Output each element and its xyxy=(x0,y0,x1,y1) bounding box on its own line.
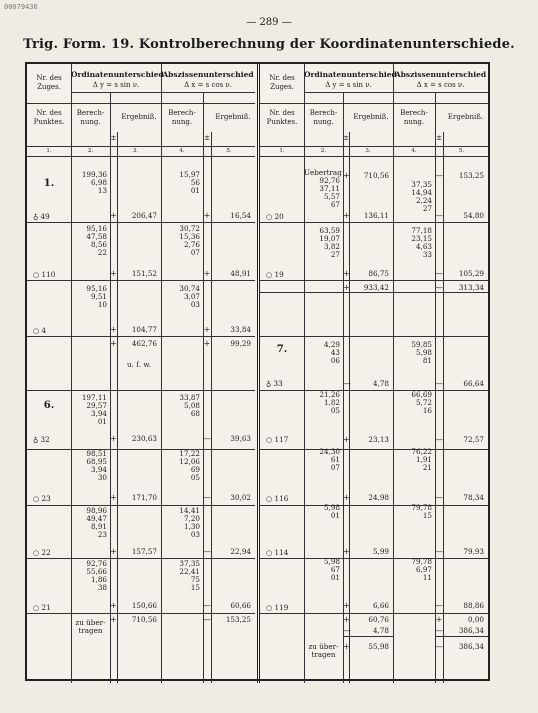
y-result: 171,70 xyxy=(131,493,157,502)
y-result: 4,78 xyxy=(372,379,389,388)
row-rule xyxy=(260,390,488,391)
y-calculation: 5,98 67 01 xyxy=(323,557,340,582)
sign-header: ± xyxy=(436,134,442,142)
x-result: 313,34 xyxy=(458,283,484,292)
y-result: 60,76 xyxy=(368,615,389,624)
x-result: 0,00 xyxy=(467,615,484,624)
y-calculation: 95,16 47,58 8,56 22 xyxy=(86,224,107,257)
x-result: 30,02 xyxy=(230,493,251,502)
x-calculation: 66,69 5,72 16 xyxy=(411,390,432,415)
column-number: 5. xyxy=(458,148,465,154)
point-number: ♁ 33 xyxy=(266,379,283,388)
abszisse-formula: Δ x = s cos ν. xyxy=(184,81,232,89)
y-calculation: 98,96 49,47 8,91 23 xyxy=(86,506,107,539)
x-sign: + xyxy=(435,615,443,624)
x-result: 78,34 xyxy=(463,493,484,502)
x-result: 72,57 xyxy=(463,435,484,444)
y-sign: — xyxy=(343,626,351,635)
y-result: 136,11 xyxy=(363,211,389,220)
x-result: 48,91 xyxy=(230,269,251,278)
x-sign: — xyxy=(435,493,443,502)
punkt-header: Nr. des Punktes. xyxy=(33,109,65,126)
row-rule xyxy=(27,146,255,147)
x-calculation: 30,74 3,07 03 xyxy=(179,284,200,309)
row-rule xyxy=(260,292,488,293)
column-number: 1. xyxy=(279,148,285,154)
row-rule xyxy=(260,613,488,614)
x-sign: — xyxy=(435,211,443,220)
punkt-header: Nr. des Punktes. xyxy=(266,109,298,126)
y-sign: + xyxy=(110,325,117,334)
x-sign: — xyxy=(203,434,211,443)
sign-header: ± xyxy=(204,134,210,142)
y-calculation: 24,30 61 07 xyxy=(319,447,340,472)
scan-id: 00079436 xyxy=(4,3,38,11)
x-result: 88,86 xyxy=(463,601,484,610)
x-calculation: 37,35 14,94 2,24 27 xyxy=(411,180,432,213)
point-number: ○ 110 xyxy=(33,270,56,279)
x-sign: — xyxy=(435,269,443,278)
x-result: 60,66 xyxy=(230,601,251,610)
y-result: 5,99 xyxy=(372,547,389,556)
x-calculation: 59,85 5,98 81 xyxy=(411,340,432,365)
column-number: 2. xyxy=(87,148,94,154)
y-sign: + xyxy=(110,211,117,220)
abszisse-header: Abszissenunterschied xyxy=(162,70,254,79)
usw-note: u. ſ. w. xyxy=(126,360,151,369)
page-number: — 289 — xyxy=(246,17,292,28)
ergebn-header: Ergebniß. xyxy=(215,113,251,121)
y-result: 86,75 xyxy=(368,269,389,278)
row-rule xyxy=(260,146,488,147)
column-number: 3. xyxy=(132,148,139,154)
y-result: 104,77 xyxy=(131,325,157,334)
x-calculation: 79,78 15 xyxy=(411,503,432,520)
x-sign: + xyxy=(203,339,211,348)
x-result: 22,94 xyxy=(230,547,251,556)
sum-rule xyxy=(435,636,488,637)
point-number: ○ 22 xyxy=(33,548,51,557)
y-result: 55,98 xyxy=(368,642,389,651)
zug-number: 7. xyxy=(276,344,288,355)
x-sign: — xyxy=(435,379,443,388)
x-calculation: 77,18 23,15 4,63 33 xyxy=(411,226,432,259)
row-rule xyxy=(260,336,488,337)
y-sign: + xyxy=(343,211,350,220)
y-sign: + xyxy=(110,339,117,348)
x-sign: — xyxy=(203,493,211,502)
row-rule xyxy=(260,558,488,559)
y-calculation: 21,26 1,82 05 xyxy=(319,390,340,415)
y-calculation: Uebertrag 92,76 37,11 5,57 67 xyxy=(304,168,342,209)
berech-header: Berech- nung. xyxy=(168,109,196,126)
y-sign: + xyxy=(343,615,350,624)
row-rule xyxy=(27,222,255,223)
y-result: 933,42 xyxy=(363,283,389,292)
y-result: 23,13 xyxy=(368,435,389,444)
berech-header: Berech- nung. xyxy=(400,109,428,126)
y-calculation: 95,16 9,51 10 xyxy=(86,284,107,309)
column-number: 2. xyxy=(320,148,327,154)
y-sign: + xyxy=(110,493,117,502)
ordinate-header: Ordinatenunterschied xyxy=(71,70,164,79)
ergebn-header: Ergebniß. xyxy=(121,113,157,121)
form-title: Trig. Form. 19. Kontrolberechnung der Koordinatenunterschiede. xyxy=(23,37,515,52)
y-sign: + xyxy=(110,269,117,278)
x-sign: — xyxy=(435,435,443,444)
x-sign: — xyxy=(435,626,443,635)
sign-header: ± xyxy=(110,134,117,142)
x-result: 39,63 xyxy=(230,434,251,443)
x-result: 386,34 xyxy=(458,626,484,635)
y-calculation: 92,76 55,66 1,86 38 xyxy=(86,559,107,592)
ueber-label: zu über- tragen xyxy=(75,618,106,635)
y-result: 230,63 xyxy=(131,434,157,443)
row-rule xyxy=(304,92,488,93)
column-number: 4. xyxy=(179,148,185,154)
abszisse-header: Abszissenunterschied xyxy=(394,70,487,79)
form-table xyxy=(25,62,490,681)
ordinate-formula: Δ y = s sin ν. xyxy=(92,81,140,89)
ergebn-header: Ergebniß. xyxy=(353,113,389,121)
point-number: ○ 116 xyxy=(266,494,289,503)
x-result: 66,64 xyxy=(463,379,484,388)
point-number: ○ 117 xyxy=(266,435,289,444)
column-number: 1. xyxy=(46,148,52,154)
y-sign: + xyxy=(110,547,117,556)
zug-header: Nr. des Zuges. xyxy=(269,74,295,91)
y-result: 710,56 xyxy=(363,171,389,180)
column-rule xyxy=(203,92,204,683)
point-number: ♁ 49 xyxy=(33,212,50,221)
column-number: 4. xyxy=(411,148,417,154)
x-sign: + xyxy=(203,325,211,334)
point-number: ○ 4 xyxy=(33,326,47,335)
sign-header: ± xyxy=(343,134,349,142)
y-sign: + xyxy=(343,283,350,292)
x-result: 153,25 xyxy=(225,615,251,624)
row-rule xyxy=(260,103,488,104)
row-rule xyxy=(27,505,255,506)
x-result: 79,93 xyxy=(463,547,484,556)
y-result: 710,56 xyxy=(131,615,157,624)
point-number: ○ 20 xyxy=(266,212,284,221)
x-result: 16,54 xyxy=(230,211,251,220)
y-sign: + xyxy=(343,171,350,180)
column-number: 3. xyxy=(365,148,371,154)
row-rule xyxy=(71,92,255,93)
y-sign: + xyxy=(110,615,117,624)
y-result: 6,66 xyxy=(372,601,389,610)
point-number: ○ 119 xyxy=(266,603,289,612)
x-result: 33,84 xyxy=(230,325,251,334)
point-number: ○ 19 xyxy=(266,270,284,279)
x-sign: — xyxy=(203,615,211,624)
row-rule xyxy=(260,222,488,223)
row-rule xyxy=(27,336,255,337)
y-result: 462,76 xyxy=(131,339,157,348)
abszisse-formula: Δ x = s cos ν. xyxy=(416,81,465,89)
sum-rule xyxy=(343,636,393,637)
row-rule xyxy=(27,156,255,157)
x-sign: — xyxy=(435,547,443,556)
x-result: 153,25 xyxy=(458,171,484,180)
y-result: 157,57 xyxy=(131,547,157,556)
row-rule xyxy=(260,156,488,157)
x-result: 99,29 xyxy=(230,339,251,348)
y-result: 206,47 xyxy=(131,211,157,220)
point-number: ○ 23 xyxy=(33,494,51,503)
y-sign: + xyxy=(110,434,117,443)
x-sign: — xyxy=(435,171,443,180)
x-calculation: 14,41 7,20 1,30 03 xyxy=(179,506,200,539)
y-calculation: 98,51 68,95 3,94 30 xyxy=(86,449,107,482)
row-rule xyxy=(27,613,255,614)
y-sign: + xyxy=(343,493,350,502)
column-number: 5. xyxy=(226,148,232,154)
ueber-label: zu über- tragen xyxy=(308,642,339,659)
point-number: ♁ 32 xyxy=(33,435,50,444)
row-rule xyxy=(27,558,255,559)
x-sign: — xyxy=(435,642,443,651)
x-calculation: 33,87 5,08 68 xyxy=(179,393,200,418)
y-calculation: 63,59 19,07 3,82 27 xyxy=(319,226,340,259)
y-result: 151,52 xyxy=(131,269,157,278)
y-sign: + xyxy=(343,435,350,444)
ordinate-header: Ordinatenunterschied xyxy=(304,70,397,79)
y-calculation: 199,36 6,98 13 xyxy=(81,170,107,195)
y-sign: + xyxy=(343,547,350,556)
row-rule xyxy=(27,280,255,281)
y-sign: + xyxy=(343,269,350,278)
berech-header: Berech- nung. xyxy=(76,109,105,126)
x-calculation: 37,35 22,41 75 15 xyxy=(179,559,200,592)
row-rule xyxy=(260,505,488,506)
ordinate-formula: Δ y = s sin ν. xyxy=(325,81,372,89)
row-rule xyxy=(260,449,488,450)
x-sign: — xyxy=(435,283,443,292)
y-result: 24,98 xyxy=(368,493,389,502)
row-rule xyxy=(27,449,255,450)
x-sign: + xyxy=(203,269,211,278)
x-sign: — xyxy=(203,601,211,610)
y-calculation: 5,98 01 xyxy=(323,503,340,520)
zug-header: Nr. des Zuges. xyxy=(36,74,62,91)
x-result: 105,29 xyxy=(458,269,484,278)
x-calculation: 76,22 1,91 21 xyxy=(411,447,432,472)
row-rule xyxy=(260,280,488,281)
y-result: 150,66 xyxy=(131,601,157,610)
ergebn-header: Ergebniß. xyxy=(447,113,484,121)
y-calculation: 4,29 43 06 xyxy=(323,340,340,365)
x-sign: — xyxy=(435,601,443,610)
x-calculation: 79,78 6,97 11 xyxy=(411,557,432,582)
y-sign: + xyxy=(110,601,117,610)
x-result: 386,34 xyxy=(458,642,484,651)
y-sign: — xyxy=(343,379,351,388)
column-rule xyxy=(110,92,111,683)
x-result: 54,80 xyxy=(463,211,484,220)
zug-number: 6. xyxy=(43,400,55,411)
y-sign: + xyxy=(343,642,350,651)
x-calculation: 15,97 56 01 xyxy=(179,170,200,195)
point-number: ○ 21 xyxy=(33,603,51,612)
x-sign: + xyxy=(203,211,211,220)
row-rule xyxy=(27,390,255,391)
zug-number: 1. xyxy=(43,178,55,189)
x-calculation: 17,22 12,06 69 05 xyxy=(179,449,200,482)
y-sign: + xyxy=(343,601,350,610)
x-calculation: 30,72 15,36 2,76 07 xyxy=(179,224,200,257)
x-sign: — xyxy=(203,547,211,556)
point-number: ○ 114 xyxy=(266,548,289,557)
y-calculation: 197,11 29,57 3,94 01 xyxy=(81,393,107,426)
y-result: 4,78 xyxy=(372,626,389,635)
berech-header: Berech- nung. xyxy=(309,109,338,126)
row-rule xyxy=(27,103,255,104)
